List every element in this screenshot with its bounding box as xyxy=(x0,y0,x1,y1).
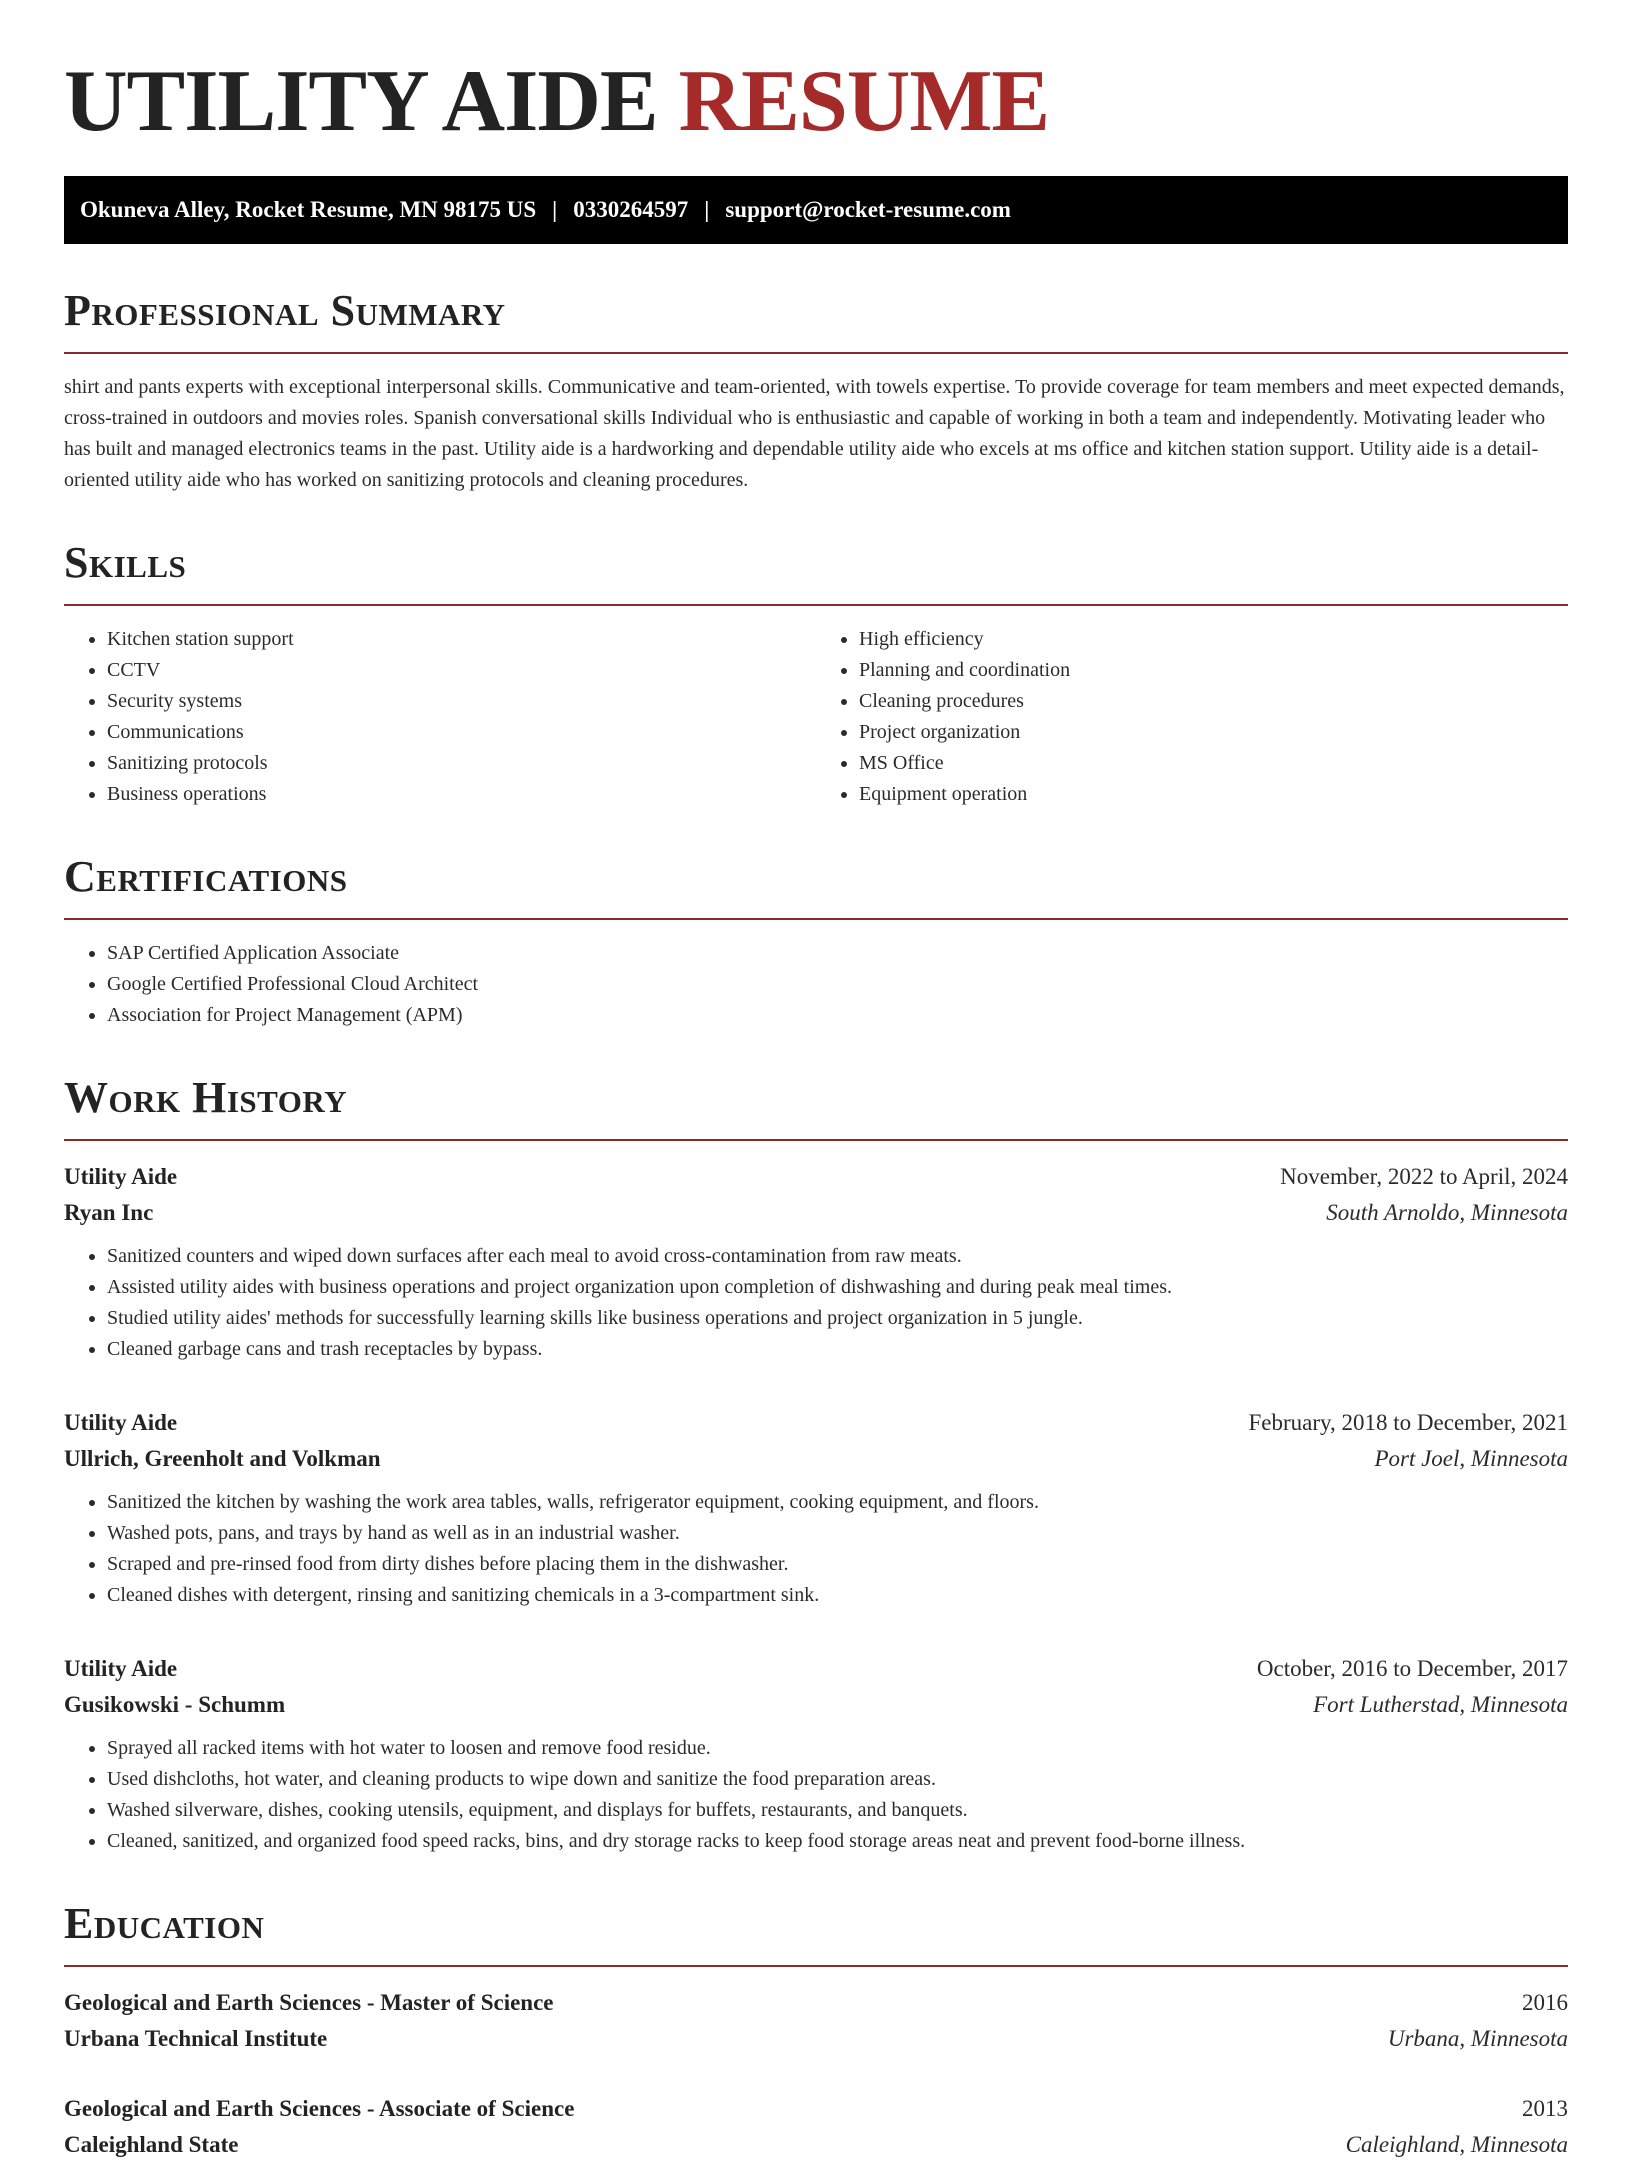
job-header-row xyxy=(64,1159,1568,1195)
job-company: Ullrich, Greenholt and Volkman xyxy=(64,1446,381,1471)
certification-item: • Google Certified Professional Cloud Architect xyxy=(107,969,1568,1000)
resume-page xyxy=(64,0,1568,2163)
title-main: UTILITY AIDE xyxy=(64,53,658,150)
skill-item: • High efficiency xyxy=(859,624,1568,655)
summary-heading: Professional Summary xyxy=(64,286,506,335)
job-bullet: • Washed pots, pans, and trays by hand as well as in an industrial washer. xyxy=(107,1518,1568,1549)
job-header-row xyxy=(64,1405,1568,1441)
summary-section xyxy=(64,286,1568,496)
section-divider xyxy=(64,918,1568,920)
contact-separator: | xyxy=(552,197,558,222)
certifications-list xyxy=(64,938,1568,1031)
skills-list-right xyxy=(816,624,1568,810)
contact-separator: | xyxy=(704,197,710,222)
contact-address: Okuneva Alley, Rocket Resume, MN 98175 US xyxy=(80,197,537,222)
job-company: Gusikowski - Schumm xyxy=(64,1692,286,1717)
work-history-section xyxy=(64,1073,1568,1857)
job-location: Fort Lutherstad, Minnesota xyxy=(1313,1692,1568,1717)
skill-item: • Planning and coordination xyxy=(859,655,1568,686)
skills-section xyxy=(64,538,1568,810)
skill-item: • Communications xyxy=(107,717,816,748)
job-entry xyxy=(64,1651,1568,1857)
job-bullet: • Sanitized the kitchen by washing the work area tables, walls, refrigerator equipment, cooking equipment, and floors. xyxy=(107,1487,1568,1518)
skill-item: • Kitchen station support xyxy=(107,624,816,655)
job-location: South Arnoldo, Minnesota xyxy=(1326,1200,1568,1225)
certification-item: • SAP Certified Application Associate xyxy=(107,938,1568,969)
certifications-heading: Certifications xyxy=(64,852,348,901)
education-year: 2016 xyxy=(1522,1990,1568,2015)
summary-text: shirt and pants experts with exceptional interpersonal skills. Communicative and team-oriented, with towels expertise. To provide coverage for team members and meet expected demands, cross-trained in outdoors and movies roles. Spanish conversational skills Individual who is enthusiastic and capable of working in both a team and independently. Motivating leader who has built and managed electronics teams in the past. Utility aide is a hardworking and dependable utility aide who excels at ms office and kitchen station support. Utility aide is a detail-oriented utility aide who has worked on sanitizing protocols and cleaning procedures. xyxy=(64,376,1565,491)
job-entry xyxy=(64,1159,1568,1365)
section-divider xyxy=(64,1139,1568,1141)
section-divider xyxy=(64,604,1568,606)
job-bullet: • Cleaned dishes with detergent, rinsing and sanitizing chemicals in a 3-compartment sink. xyxy=(107,1580,1568,1611)
education-location: Caleighland, Minnesota xyxy=(1345,2132,1568,2157)
skills-heading: Skills xyxy=(64,538,187,587)
contact-phone: 0330264597 xyxy=(573,197,689,222)
education-school: Caleighland State xyxy=(64,2132,239,2157)
job-bullet: • Sanitized counters and wiped down surfaces after each meal to avoid cross-contamination from raw meats. xyxy=(107,1241,1568,1272)
job-bullet: • Cleaned, sanitized, and organized food speed racks, bins, and dry storage racks to keep food storage areas neat and prevent food-borne illness. xyxy=(107,1826,1568,1857)
section-divider xyxy=(64,1965,1568,1967)
education-school-row xyxy=(64,2021,1568,2057)
work-history-heading: Work History xyxy=(64,1073,348,1122)
job-company-row xyxy=(64,1687,1568,1723)
job-bullet: • Washed silverware, dishes, cooking utensils, equipment, and displays for buffets, restaurants, and banquets. xyxy=(107,1795,1568,1826)
skill-item: • Sanitizing protocols xyxy=(107,748,816,779)
job-location: Port Joel, Minnesota xyxy=(1374,1446,1568,1471)
job-title: Utility Aide xyxy=(64,1656,178,1681)
job-company-row xyxy=(64,1441,1568,1477)
job-bullets xyxy=(64,1241,1568,1365)
education-degree: Geological and Earth Sciences - Associate of Science xyxy=(64,2096,575,2121)
job-bullet: • Scraped and pre-rinsed food from dirty dishes before placing them in the dishwasher. xyxy=(107,1549,1568,1580)
job-bullets xyxy=(64,1733,1568,1857)
education-location: Urbana, Minnesota xyxy=(1387,2026,1568,2051)
certification-item: • Association for Project Management (APM) xyxy=(107,1000,1568,1031)
skill-item: • Cleaning procedures xyxy=(859,686,1568,717)
skills-grid xyxy=(64,624,1568,810)
job-bullets xyxy=(64,1487,1568,1611)
job-company: Ryan Inc xyxy=(64,1200,154,1225)
education-year: 2013 xyxy=(1522,2096,1568,2121)
job-bullet: • Used dishcloths, hot water, and cleaning products to wipe down and sanitize the food preparation areas. xyxy=(107,1764,1568,1795)
job-header-row xyxy=(64,1651,1568,1687)
section-divider xyxy=(64,352,1568,354)
job-company-row xyxy=(64,1195,1568,1231)
education-degree-row xyxy=(64,2091,1568,2127)
skill-item: • MS Office xyxy=(859,748,1568,779)
education-entry xyxy=(64,2091,1568,2163)
contact-email: support@rocket-resume.com xyxy=(725,197,1011,222)
job-dates: October, 2016 to December, 2017 xyxy=(1256,1656,1568,1681)
job-bullet: • Assisted utility aides with business operations and project organization upon completion of dishwashing and during peak meal times. xyxy=(107,1272,1568,1303)
job-entry xyxy=(64,1405,1568,1611)
skill-item: • Security systems xyxy=(107,686,816,717)
contact-bar xyxy=(64,176,1568,244)
job-dates: February, 2018 to December, 2021 xyxy=(1248,1410,1568,1435)
job-title: Utility Aide xyxy=(64,1410,178,1435)
education-entry xyxy=(64,1985,1568,2057)
resume-title xyxy=(64,52,1568,152)
education-section xyxy=(64,1899,1568,2163)
skill-item: • Business operations xyxy=(107,779,816,810)
skill-item: • Project organization xyxy=(859,717,1568,748)
education-degree: Geological and Earth Sciences - Master of Science xyxy=(64,1990,554,2015)
skill-item: • CCTV xyxy=(107,655,816,686)
education-school: Urbana Technical Institute xyxy=(64,2026,328,2051)
education-school-row xyxy=(64,2127,1568,2163)
job-bullet: • Cleaned garbage cans and trash receptacles by bypass. xyxy=(107,1334,1568,1365)
job-bullet: • Sprayed all racked items with hot water to loosen and remove food residue. xyxy=(107,1733,1568,1764)
education-heading: Education xyxy=(64,1899,265,1948)
education-degree-row xyxy=(64,1985,1568,2021)
skills-list-left xyxy=(64,624,816,810)
skill-item: • Equipment operation xyxy=(859,779,1568,810)
title-accent: RESUME xyxy=(678,53,1050,150)
job-dates: November, 2022 to April, 2024 xyxy=(1280,1164,1568,1189)
job-title: Utility Aide xyxy=(64,1164,178,1189)
job-bullet: • Studied utility aides' methods for successfully learning skills like business operations and project organization in 5 jungle. xyxy=(107,1303,1568,1334)
certifications-section xyxy=(64,852,1568,1031)
